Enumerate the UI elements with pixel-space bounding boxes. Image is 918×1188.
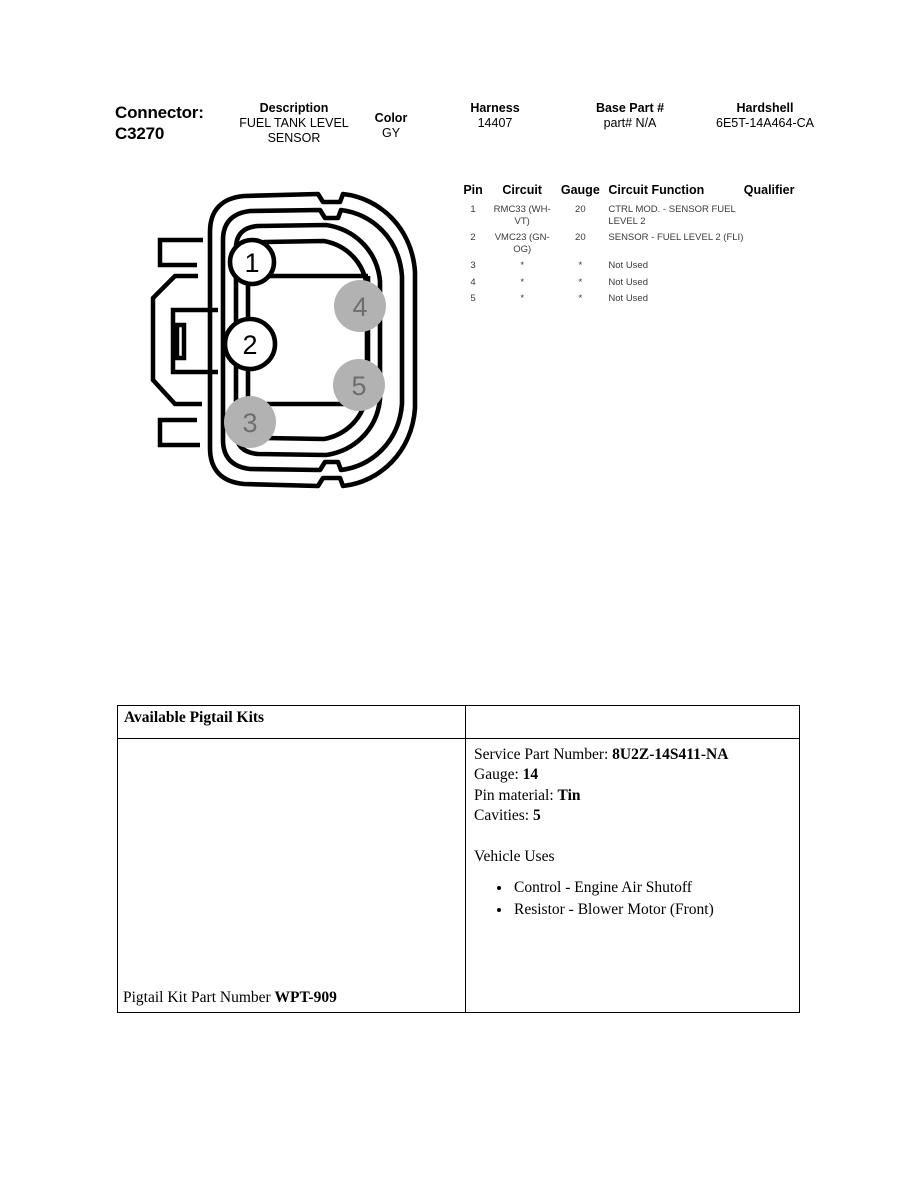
vehicle-uses-list [474, 877, 799, 921]
pin-function: Not Used [608, 276, 648, 288]
pin-table-header-pin: Pin [463, 183, 483, 197]
hardshell-column [690, 100, 840, 131]
connector-label: Connector: [115, 103, 204, 122]
cavities-label: Cavities: [474, 807, 533, 825]
pin-number: 4 [470, 276, 476, 288]
pin-circuit: * [520, 276, 525, 288]
pin-number: 1 [470, 204, 476, 215]
table-row [458, 202, 818, 230]
pin-qualifier [744, 230, 818, 258]
pin-circuit: * [520, 293, 525, 304]
pin-gauge: 20 [575, 232, 586, 243]
color-value: GY [381, 126, 401, 140]
pin-function: Not Used [608, 260, 648, 271]
pigtail-kit-part-number-value: WPT-909 [274, 989, 337, 1006]
cavity-4-label: 4 [352, 292, 368, 322]
pin-qualifier [744, 202, 818, 230]
available-pigtail-kits-table [117, 705, 800, 1013]
cavity-5-label: 5 [351, 371, 367, 401]
harness-column [430, 100, 560, 131]
table-row [458, 275, 818, 292]
color-column [360, 110, 422, 141]
pin-number: 3 [470, 260, 476, 271]
vehicle-uses-title: Vehicle Uses [474, 847, 555, 865]
pin-assignment-table [458, 183, 818, 308]
harness-value: 14407 [477, 116, 513, 130]
pigtail-section-title: Available Pigtail Kits [118, 706, 466, 739]
pin-table-header-gauge: Gauge [560, 183, 600, 197]
hardshell-label: Hardshell [736, 101, 794, 115]
base-part-value: part# N/A [603, 116, 657, 130]
color-label: Color [374, 111, 408, 125]
pin-qualifier [744, 275, 818, 292]
pin-table-header-row [458, 183, 818, 202]
pin-table-header-circuit: Circuit [502, 183, 542, 197]
list-item: • Resistor - Blower Motor (Front) [512, 899, 799, 921]
cavity-1-label: 1 [244, 248, 260, 278]
pin-function: CTRL MOD. - SENSOR FUEL LEVEL 2 [608, 204, 736, 227]
pin-number: 2 [470, 232, 476, 243]
pigtail-header-spacer [466, 706, 800, 739]
pigtail-header-row [118, 706, 800, 739]
pin-circuit: RMC33 (WH-VT) [493, 204, 551, 227]
description-column [225, 100, 363, 146]
pin-material-line [474, 786, 799, 807]
pin-material-value: Tin [557, 786, 581, 804]
table-row [458, 230, 818, 258]
pigtail-body-row [118, 738, 800, 1012]
cavity-3-label: 3 [242, 408, 258, 438]
pin-material-label: Pin material: [474, 786, 558, 804]
pin-circuit: VMC23 (GN-OG) [494, 232, 550, 255]
gauge-label: Gauge: [474, 766, 523, 784]
gauge-value: 14 [522, 766, 539, 784]
base-part-label: Base Part # [595, 101, 665, 115]
pin-gauge: 20 [575, 204, 586, 215]
pigtail-kit-part-number [123, 989, 337, 1007]
cavity-3 [224, 396, 276, 448]
cavity-5 [333, 359, 385, 411]
cavity-4 [334, 280, 386, 332]
cavities-value: 5 [532, 807, 541, 825]
connector-id-value: C3270 [115, 124, 165, 143]
table-row [458, 291, 818, 308]
pin-table-header-function: Circuit Function [608, 183, 705, 197]
pin-function: Not Used [608, 293, 648, 304]
pin-gauge: * [578, 276, 583, 288]
pin-qualifier [744, 291, 818, 308]
cavities-line [474, 806, 799, 827]
pin-gauge: * [578, 293, 583, 304]
pin-gauge: * [578, 260, 583, 271]
description-label: Description [259, 101, 329, 115]
pin-qualifier [744, 258, 818, 275]
cavity-1 [230, 240, 274, 284]
pin-circuit: * [520, 260, 525, 271]
pin-function: SENSOR - FUEL LEVEL 2 (FLI) [608, 232, 744, 243]
connector-header [115, 98, 815, 158]
cavity-2 [225, 319, 275, 369]
pin-table-header-qualifier: Qualifier [743, 183, 795, 197]
pin-number: 5 [470, 293, 476, 304]
pigtail-kit-part-number-label: Pigtail Kit Part Number [123, 989, 275, 1006]
service-part-number-value: 8U2Z-14S411-NA [612, 745, 729, 763]
pigtail-details-cell [466, 738, 800, 1012]
table-row [458, 258, 818, 275]
pigtail-kit-cell [118, 738, 466, 1012]
base-part-column [565, 100, 695, 131]
service-part-number-line [474, 745, 799, 766]
connector-outline-svg [140, 180, 440, 500]
gauge-line [474, 765, 799, 786]
hardshell-value: 6E5T-14A464-CA [716, 116, 814, 130]
cavity-2-label: 2 [242, 330, 258, 360]
list-item: • Control - Engine Air Shutoff [512, 877, 799, 899]
service-part-number-label: Service Part Number: [474, 745, 613, 763]
harness-label: Harness [470, 101, 520, 115]
description-value: FUEL TANK LEVEL SENSOR [239, 116, 349, 145]
connector-face-diagram [140, 180, 440, 500]
